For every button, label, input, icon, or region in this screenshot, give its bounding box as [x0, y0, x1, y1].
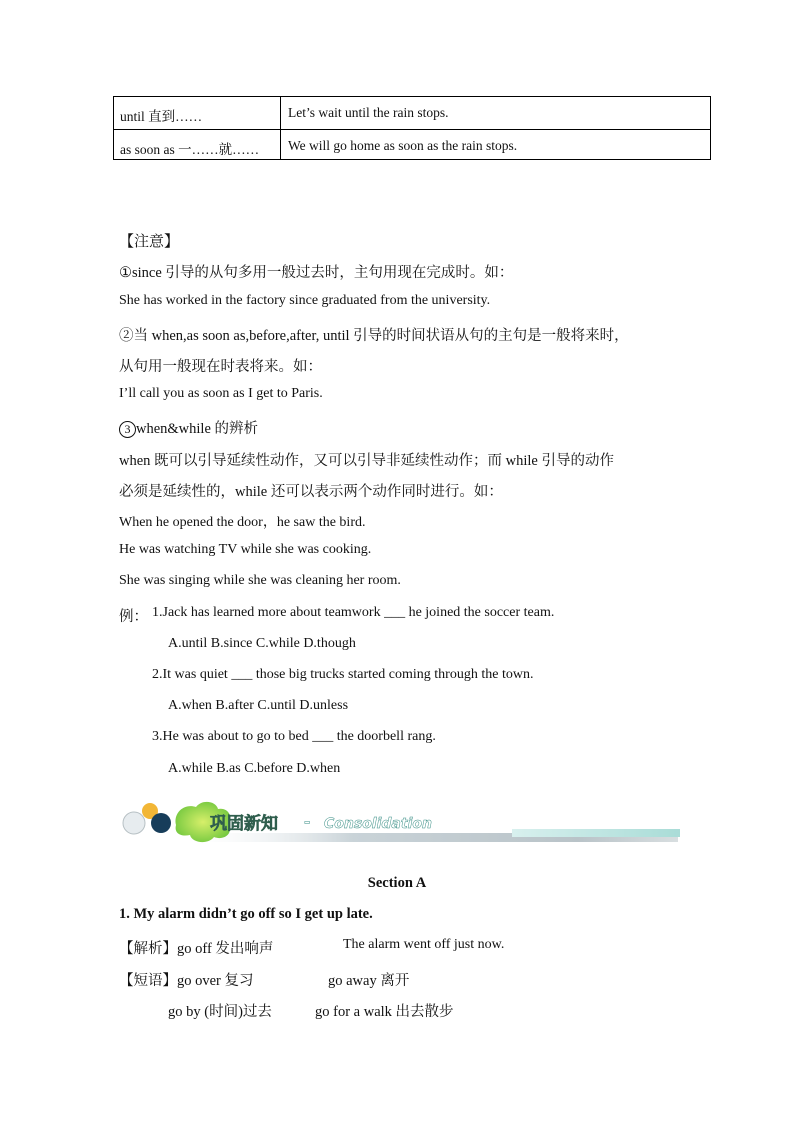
phrase-item: go for a walk 出去散步 — [315, 1004, 454, 1020]
note-point-3-line-1: when 既可以引导延续性动作，又可以引导非延续性动作；而 while 引导的动作 — [119, 453, 614, 469]
decorative-circle-navy — [151, 813, 171, 833]
table-cell-conjunction: until 直到…… — [120, 109, 203, 124]
table-row — [114, 129, 710, 161]
note-point-2-example: I’ll call you as soon as I get to Paris. — [119, 386, 323, 401]
analysis-example: The alarm went off just now. — [343, 937, 505, 952]
banner-english-title: Consolidation — [324, 816, 432, 832]
exercise-question-1: 1.Jack has learned more about teamwork ___ he joined the soccer team. — [152, 605, 555, 620]
note-point-3-title: when&while 的辨析 — [136, 421, 259, 437]
example-sentence-1: When he opened the door，he saw the bird. — [119, 515, 366, 530]
exercise-options-2: A.when B.after C.until D.unless — [168, 698, 349, 713]
banner-chinese-title: 巩固新知 — [210, 814, 278, 834]
analysis-row — [119, 937, 273, 958]
phrase-item: go away 离开 — [328, 973, 410, 989]
example-sentence-3: She was singing while she was cleaning her room. — [119, 573, 401, 588]
exercise-options-3: A.while B.as C.before D.when — [168, 761, 341, 776]
conjunction-table — [113, 96, 711, 160]
analysis-text: go off 发出响声 — [177, 941, 274, 957]
note-point-1-example: She has worked in the factory since graduated from the university. — [119, 293, 491, 308]
table-cell-example: Let’s wait until the rain stops. — [288, 105, 449, 120]
analysis-label: 【解析】 — [119, 941, 177, 957]
note-point-2-line-2: 从句用一般现在时表将来。如： — [119, 359, 322, 375]
phrases-label: 【短语】 — [119, 973, 177, 989]
table-row — [114, 97, 710, 128]
key-sentence: 1. My alarm didn’t go off so I get up late. — [119, 906, 373, 922]
section-title: Section A — [367, 875, 427, 891]
phrases-row — [119, 969, 254, 990]
banner-graphic — [118, 795, 684, 857]
decorative-circle-gray — [123, 812, 145, 834]
exercise-question-3: 3.He was about to go to bed ___ the doorbell rang. — [152, 729, 436, 744]
exercise-options-1: A.until B.since C.while D.though — [168, 636, 356, 651]
note-point-1: ①since 引导的从句多用一般过去时，主句用现在完成时。如： — [119, 265, 514, 281]
note-point-3-line-2: 必须是延续性的，while 还可以表示两个动作同时进行。如： — [119, 484, 503, 500]
table-cell-conjunction: as soon as 一……就…… — [120, 142, 260, 157]
phrase-item: go by (时间)过去 — [168, 1004, 272, 1020]
phrase-item: go over 复习 — [177, 973, 254, 989]
note-point-2-line-1: ②当 when,as soon as,before,after, until 引导的时间状语从句的主句是一般将来时， — [119, 328, 629, 344]
consolidation-banner — [118, 795, 684, 857]
example-sentence-2: He was watching TV while she was cooking. — [119, 542, 372, 557]
exercise-label: 例： — [119, 609, 148, 625]
note-point-3-title-row — [119, 417, 258, 438]
table-cell-example: We will go home as soon as the rain stops. — [288, 138, 518, 153]
circled-number-3: 3 — [119, 421, 136, 438]
note-heading: 【注意】 — [119, 234, 180, 250]
banner-teal-strip — [512, 829, 680, 837]
exercise-question-2: 2.It was quiet ___ those big trucks started coming through the town. — [152, 667, 534, 682]
banner-dash: - — [304, 813, 311, 831]
